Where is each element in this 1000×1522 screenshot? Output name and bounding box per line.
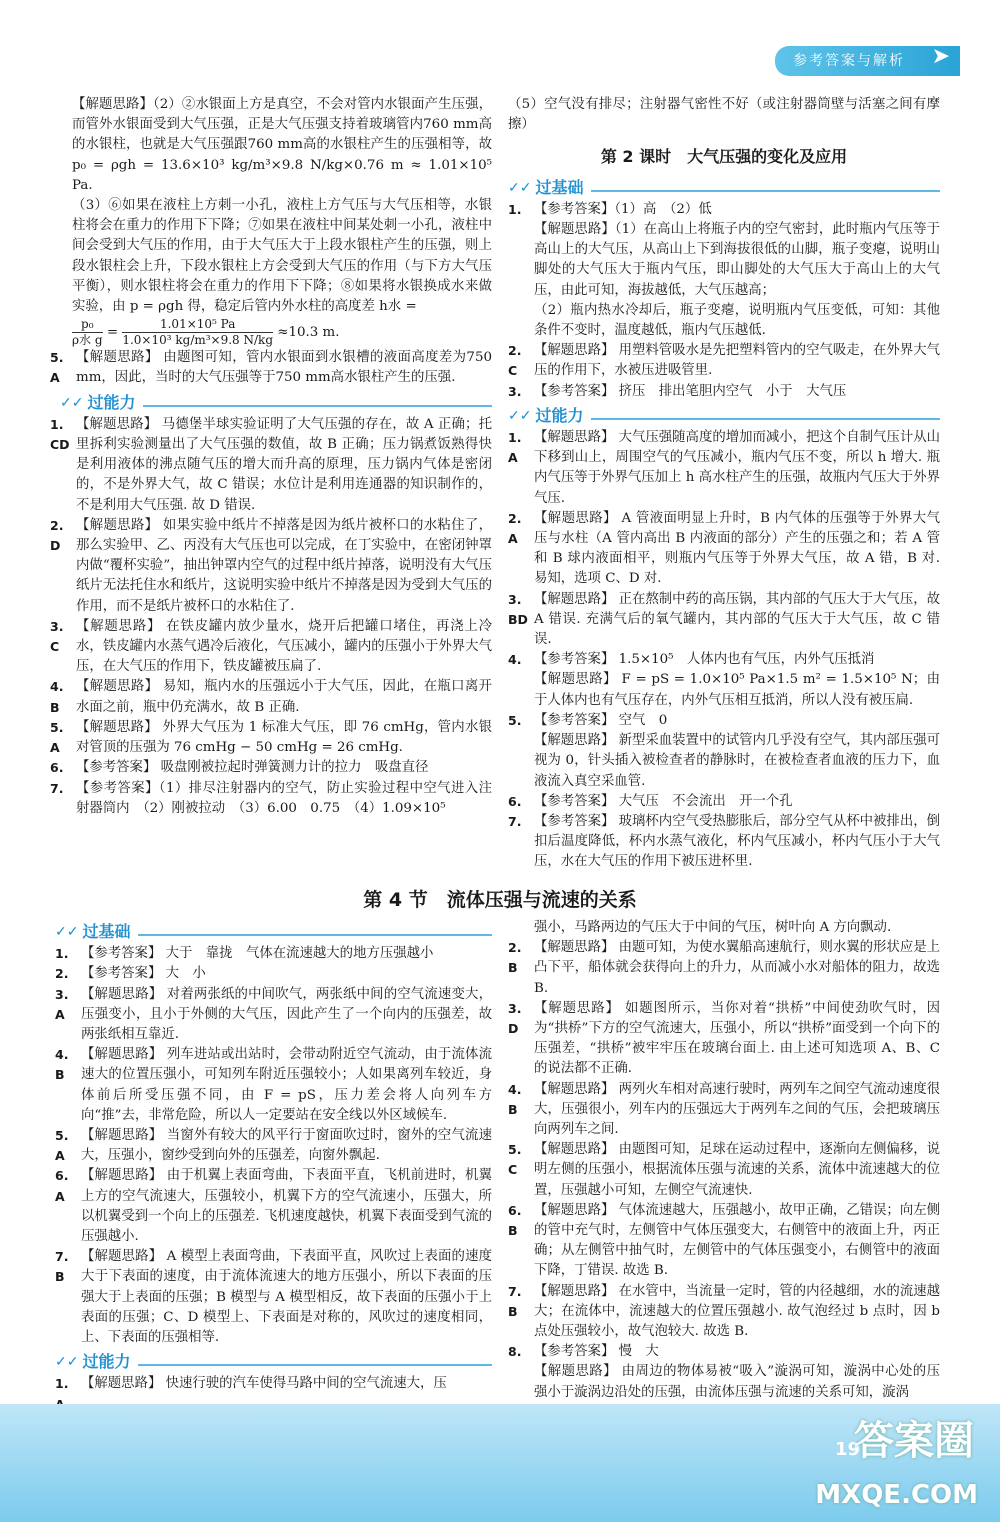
list-item: 1. 【参考答案】（1）高 （2）低 (508, 201, 712, 217)
list-item: 5. A 【解题思路】 外界大气压为 1 标准大气压，即 76 cmHg，管内水银对管顶的压强为 76 cmHg − 50 cmHg = 26 cmHg. (50, 719, 492, 756)
check-icon: ✓✓ (55, 1354, 79, 1371)
list-item: 4. B 【解题思路】 列车进站或出站时，会带动附近空气流动，由于流体流速大的位置压强小，可知列车附近压强较小；人如果离列车较近，身体前后所受压强不同，由 F = pS，压力差会将人向列车方向“推”去，非常危险，所以人一定要站在安全线以外区域候车. (55, 1047, 492, 1123)
list-item: 2. C 【解题思路】 用塑料管吸水是先把塑料管内的空气吸走，在外界大气压的作用下，水被压进吸管里. (508, 343, 940, 379)
list-item: 6. A 【解题思路】 由于机翼上表面弯曲，下表面平直，飞机前进时，机翼上方的空气流速大，压强较小，机翼下方的空气流速小，压强大，所以机翼受到一个向上的压强差. 飞机速度越快，机翼下表面受到气流的压强越小. (55, 1168, 492, 1245)
answer-list (55, 944, 492, 1348)
list-item: 3. A 【解题思路】 对着两张纸的中间吹气，两张纸中间的空气流速变大，压强变小，且小于外侧的大气压，因此产生了一个向内的压强差，故两张纸相互靠近. (55, 986, 492, 1043)
section-header-basic: ✓✓ 过基础 (508, 178, 940, 198)
list-item: 3. 【参考答案】 挤压 排出笔胆内空气 小于 大气压 (508, 383, 847, 399)
paragraph: 强小，马路两边的气压大于中间的气压，树叶向 A 方向飘动. (534, 920, 892, 935)
paragraph: （3）⑥如果在液柱上方刺一小孔，液柱上方气压与大气压相等，水银柱将会在重力的作用下下降；⑦如果在液柱中间某处刺一小孔，液柱中间会受到大气压的作用，由于大气压大于上段水银柱产生的压强，则上段水银柱会上升，下段水银柱上方会受到大气压的作用（与下方大气压平衡），则水银柱将会在重力的作用下下降；⑧如果将水银换成水来做实验，由 p = ρgh 得，稳定后管内外水柱的高度差 h水 = (72, 198, 492, 315)
page-number: 19 (834, 1439, 860, 1460)
list-item: 5. A 【解题思路】 当窗外有较大的风平行于窗面吹过时，窗外的空气流速大，压强小，窗纱受到向外的压强差，向窗外飘起. (55, 1128, 492, 1164)
list-item: 5. A 【解题思路】 由题图可知，管内水银面到水银槽的液面高度差为750 mm，因此，当时的大气压强等于750 mm高水银柱产生的压强. (50, 350, 492, 386)
list-item: 【解题思路】 F = pS = 1.0×10⁵ Pa×1.5 m² = 1.5×10⁵ N；由于人体内也有气压存在，内外气压相互抵消，所以人没有被压扁. (534, 672, 940, 708)
list-item: 1. CD 【解题思路】 马德堡半球实验证明了大气压强的存在，故 A 正确；托里拆利实验测量出了大气压强的数值，故 B 正确；压力锅煮饭熟得快是利用液体的沸点随气压的增大而升高的原理，压力锅内气体是密闭的，不是外界大气，故 C 错误；水位计是利用连通器的知识制作的，不是利用大气压强. 故 D 错误. (50, 416, 492, 513)
list-item: 【解题思路】（1）在高山上将瓶子内的空气密封，此时瓶内气压等于高山上的大气压，从高山上下到海拔很低的山脚，瓶子变瘪，说明山脚处的大气压大于瓶内气压，即山脚处的大气压大于高山上的大气压，由此可知，海拔越低，大气压越高； (534, 222, 940, 298)
list-item: 2. B 【解题思路】 由题可知，为使水翼船高速航行，则水翼的形状应是上凸下平，船体就会获得向上的升力，从而减小水对船体的阻力，故选 B. (508, 940, 940, 996)
list-item: 7. 【参考答案】 玻璃杯内空气受热膨胀后，部分空气从杯中被排出，倒扣后温度降低，杯内水蒸气液化，杯内气压减小，杯内气压小于大气压，水在大气压的作用下被压进杯里. (508, 813, 940, 870)
check-icon: ✓✓ (60, 394, 84, 411)
section-header-ability: ✓✓ 过能力 (55, 1352, 492, 1372)
list-item: 6. 【参考答案】 大气压 不会流出 开一个孔 (508, 793, 793, 809)
list-item: 【解题思路】 由周边的物体易被“吸入”漩涡可知，漩涡中心处的压强小于漩涡边沿处的压强，由流体压强与流速的关系可知，漩涡 (534, 1364, 940, 1400)
list-item: 6. B 【解题思路】 气体流速越大，压强越小，故甲正确，乙错误；向左侧的管中充气时，左侧管中气体压强变大，右侧管中的液面上升，丙正确；从左侧管中抽气时，左侧管中的气体压强变小，右侧管中的液面下降，丁错误. 故选 B. (508, 1202, 940, 1279)
paragraph: 【解题思路】（2）②水银面上方是真空，不会对管内水银面产生压强，而管外水银面受到大气压强，正是大气压强支持着玻璃管内760 mm高的水银柱，也就是大气压强跟760 mm高的水银柱产生的压强相等，故 p₀ = ρgh = 13.6×10³ kg/m³×9.8 N/kg×0.76 m ≈ 1.01×10⁵ Pa. (72, 97, 492, 193)
answer-list (508, 428, 940, 872)
list-item: （2）瓶内热水冷却后，瓶子变瘪，说明瓶内气压变低，可知：其他条件不变时，温度越低，瓶内气压越低. (534, 302, 940, 339)
list-item: 5. 【参考答案】 空气 0 (508, 712, 668, 728)
list-item: 7. B 【解题思路】 在水管中，当流量一定时，管的内径越细，水的流速越大；在流体中，流速越大的位置压强越小. 故气泡经过 b 点时，因 b 点处压强较小，故气泡较大. 故选 B. (508, 1283, 940, 1340)
section-header-ability: ✓✓ 过能力 (60, 393, 492, 413)
list-item: 2. 【参考答案】 大 小 (55, 966, 206, 982)
list-item: 【解题思路】 新型采血装置中的试管内几乎没有空气，其内部压强可视为 0，针头插入被检查者的静脉时，在被检查者血液的压力下，血液流入真空采血管. (534, 733, 940, 789)
check-icon: ✓✓ (55, 924, 79, 940)
answer-list (508, 200, 940, 402)
watermark-logo: 答案圈 (854, 1418, 974, 1464)
list-item: 4. B 【解题思路】 两列火车相对高速行驶时，两列车之间空气流动速度很大，压强很小，列车内的压强远大于两列车之间的气压，会把玻璃压向两列车之间. (508, 1081, 940, 1138)
rocket-icon: ➤ (931, 44, 950, 69)
section-header-basic: ✓✓ 过基础 (55, 922, 492, 942)
list-item: 4. 【参考答案】 1.5×10⁵ 人体内也有气压，内外气压抵消 (508, 652, 875, 668)
list-item: 4. B 【解题思路】 易知，瓶内水的压强远小于大气压，因此，在瓶口离开水面之前，瓶中仍充满水，故 B 正确. (50, 679, 492, 715)
left-bottom-column (55, 918, 492, 1415)
formula: $\frac{\text{p₀}}{\text{ρ水 g}}$ = $\frac{\text{1.01×10⁵ Pa}}{\text{1.0×10³ kg/m³×9.8 N/kg}}$ ≈10.3 m. (72, 317, 340, 348)
list-item: 5. C 【解题思路】 由题图可知，足球在运动过程中，逐渐向左侧偏移，说明左侧的压强小，根据流体压强与流速的关系，流体中流速越大的位置，压强越小可知，左侧空气流速快. (508, 1142, 940, 1198)
right-top-column (508, 95, 940, 873)
list-item: 7. 【参考答案】（1）排尽注射器内的空气，防止实验过程中空气进入注射器筒内 （2）刚被拉动 （3）6.00 0.75 （4）1.09×10⁵ (50, 780, 492, 816)
list-item: 1. 【参考答案】 大于 靠拢 气体在流速越大的地方压强越小 (55, 946, 434, 962)
left-top-column (50, 95, 492, 819)
list-item: 3. BD 【解题思路】 正在熬制中药的高压锅，其内部的气压大于大气压，故 A 错误. 充满气后的氧气罐内，其内部的气压大于大气压，故 C 错误. (508, 591, 940, 648)
lesson-title: 第 2 课时 大气压强的变化及应用 (600, 147, 848, 167)
list-item: 1. A 【解题思路】 大气压强随高度的增加而减小，把这个自制气压计从山下移到山上，周围空气的气压减小，瓶内气压不变，所以 h 增大. 瓶内气压等于外界气压加上 h 高水柱产生的压强，故瓶内气压大于外界气压. (508, 430, 940, 506)
list-item: 2. A 【解题思路】 A 管液面明显上升时，B 内气体的压强等于外界大气压与水柱（A 管内高出 B 内液面的部分）产生的压强之和；若 A 管和 B 球内液面相平，则瓶内气压等于外界大气压，故 A 错，B 对. 易知，选项 C、D 对. (508, 510, 940, 587)
watermark-url: MXQE.COM (815, 1480, 978, 1510)
list-item: 3. D 【解题思路】 如题图所示，当你对着“拱桥”中间使劲吹气时，因为“拱桥”下方的空气流速大，压强小，所以“拱桥”面受到一个向下的压强差，“拱桥”被牢牢压在玻璃台面上. 由上述可知选项 A、B、C 的说法都不正确. (508, 1000, 940, 1077)
list-item: 8. 【参考答案】 慢 大 (508, 1344, 659, 1360)
answer-list (508, 938, 940, 1403)
answer-list (50, 415, 492, 819)
list-item: 3. C 【解题思路】 在铁皮罐内放少量水，烧开后把罐口堵住，再浇上冷水，铁皮罐内水蒸气遇冷后液化，气压减小，罐内的压强小于外界大气压，在大气压的作用下，铁皮罐被压扁了. (50, 618, 492, 675)
section-header-ability: ✓✓ 过能力 (508, 406, 940, 426)
fraction: $\frac{\text{p₀}}{\text{ρ水 g}}$ (72, 317, 103, 348)
header-tab: 参考答案与解析 (775, 46, 960, 76)
right-bottom-column (508, 918, 940, 1403)
list-item: 7. B 【解题思路】 A 模型上表面弯曲，下表面平直，风吹过上表面的速度大于下表面的速度，由于流体流速大的地方压强小，所以下表面的压强大于上表面的压强；B 模型与 A 模型相反，故下表面的压强小于上表面的压强；C、D 模型上、下表面是对称的，风吹过的速度相同，上、下表面的压强相等. (55, 1249, 492, 1346)
section-title: 第 4 节 流体压强与流速的关系 (363, 889, 637, 911)
list-item: 1. 【解题思路】 快速行驶的汽车使得马路中间的空气流速大，压 (55, 1376, 447, 1392)
list-item: 6. 【参考答案】 吸盘刚被拉起时弹簧测力计的拉力 吸盘直径 (50, 760, 429, 776)
paragraph: （5）空气没有排尽；注射器气密性不好（或注射器筒壁与活塞之间有摩擦） (508, 97, 940, 133)
check-icon: ✓✓ (508, 407, 532, 424)
check-icon: ✓✓ (508, 179, 532, 196)
list-item: 2. D 【解题思路】 如果实验中纸片不掉落是因为纸片被杯口的水粘住了，那么实验甲、乙、丙没有大气压也可以完成，在丁实验中，在密闭钟罩内做“覆杯实验”，抽出钟罩内空气的过程中纸片掉落，说明没有大气压纸片无法托住水和纸片，这说明实验中纸片不掉落是因为受到大气压的作用，而不是纸片被杯口的水粘住了. (50, 517, 492, 614)
fraction: $\frac{\text{1.01×10⁵ Pa}}{\text{1.0×10³ kg/m³×9.8 N/kg}}$ (122, 317, 273, 348)
